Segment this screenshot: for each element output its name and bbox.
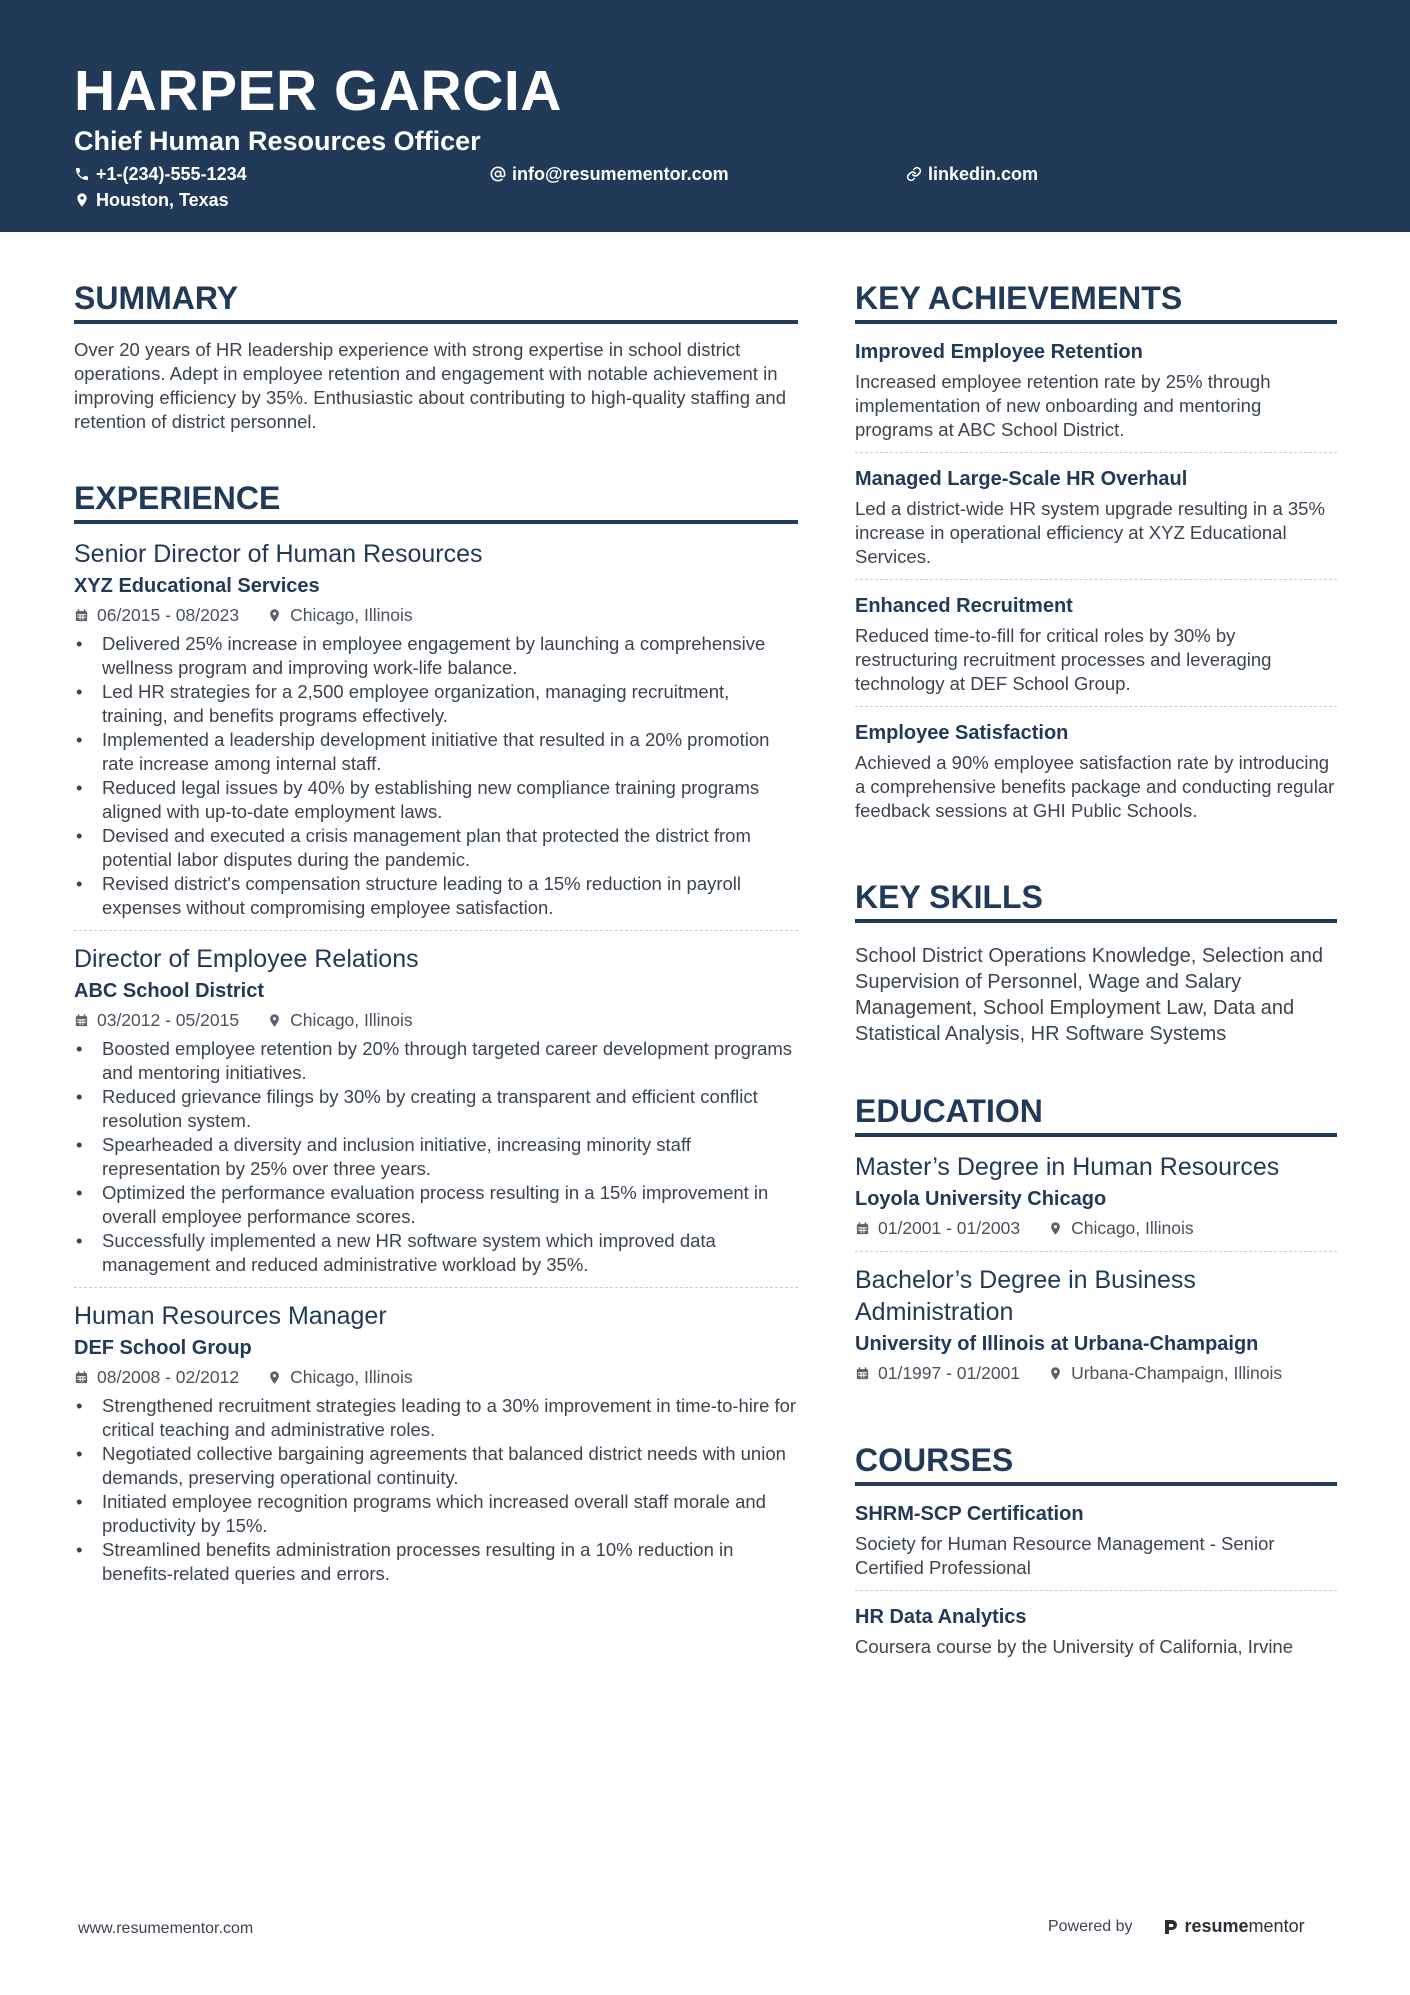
job-dates [74,1364,239,1390]
summary-section [74,278,798,434]
course-title: HR Data Analytics [855,1606,1027,1628]
location-pin-icon [1048,1366,1063,1381]
education-school: University of Illinois at Urbana-Champaign [855,1333,1259,1355]
email-text: info@resumementor.com [512,163,729,184]
courses-title: COURSES [855,1440,1337,1486]
achievement-item [855,719,1337,833]
courses-section [855,1440,1337,1669]
job-dates-text: 08/2008 - 02/2012 [97,1367,240,1387]
contact-info [74,162,1410,218]
brand-name-bold: resume [1184,1916,1249,1936]
linkedin-text: linkedin.com [928,163,1039,184]
footer-website[interactable]: www.resumementor.com [78,1920,254,1937]
calendar-icon [74,608,89,623]
calendar-icon [855,1221,870,1236]
course-text: Coursera course by the University of California, Irvine [855,1636,1294,1657]
job-bullet: • Delivered 25% increase in employee engagement by launching a comprehensive wellness program and improving work-life balance. [74,632,798,680]
education-location [1048,1360,1282,1386]
job-bullet: • Implemented a leadership development initiative that resulted in a 20% promotion rate increase among internal staff. [74,728,798,776]
course-item [855,1603,1337,1669]
job-location [267,1364,413,1390]
right-column [855,278,1337,1713]
job-bullet: • Optimized the performance evaluation process resulting in a 15% improvement in overall employee performance scores. [74,1181,798,1229]
job-entry [74,538,798,931]
job-bullet: • Devised and executed a crisis management plan that protected the district from potential labor disputes during the pandemic. [74,824,798,872]
location-pin-icon [1048,1221,1063,1236]
job-location-text: Chicago, Illinois [290,1010,413,1030]
job-bullet: • Boosted employee retention by 20% through targeted career development programs and mentoring initiatives. [74,1037,798,1085]
location-text: Houston, Texas [96,189,229,210]
achievement-text: Reduced time-to-fill for critical roles by 30% by restructuring recruitment processes and leveraging technology at DEF School Group. [855,625,1272,694]
education-dates-text: 01/2001 - 01/2003 [878,1218,1021,1238]
calendar-icon [74,1370,89,1385]
job-dates [74,602,239,628]
experience-section [74,478,798,1596]
footer-powered [1048,1916,1305,1937]
job-meta [74,602,798,628]
achievement-title: Managed Large-Scale HR Overhaul [855,468,1188,490]
education-section [855,1091,1337,1396]
achievements-title: KEY ACHIEVEMENTS [855,278,1337,324]
job-location [267,602,413,628]
achievement-title: Employee Satisfaction [855,722,1069,744]
achievement-item [855,592,1337,707]
job-title: Human Resources Manager [74,1302,387,1330]
skills-text: School District Operations Knowledge, Selection and Supervision of Personnel, Wage and Salary Management, School Employment Law, Data and Statistical Analysis, HR Software Systems [855,945,1324,1045]
job-bullet: • Spearheaded a diversity and inclusion initiative, increasing minority staff representation by 25% over three years. [74,1133,798,1181]
achievement-item [855,465,1337,580]
at-sign-icon [490,166,506,182]
education-item [855,1151,1337,1252]
achievement-text: Achieved a 90% employee satisfaction rate by introducing a comprehensive benefits package and conducting regular feedback sessions at GHI Public Schools. [855,752,1335,821]
education-location-text: Urbana-Champaign, Illinois [1071,1363,1283,1383]
job-entry [74,1300,798,1596]
contact-linkedin[interactable] [906,162,1038,186]
education-dates [855,1215,1020,1241]
skills-title: KEY SKILLS [855,877,1337,923]
job-company: XYZ Educational Services [74,575,320,597]
job-company: ABC School District [74,980,265,1002]
course-item [855,1500,1337,1591]
job-bullets [74,1394,798,1586]
job-bullet: • Reduced legal issues by 40% by establishing new compliance training programs aligned with up-to-date employment laws. [74,776,798,824]
job-title: Senior Director of Human Resources [74,540,483,568]
location-pin-icon [267,608,282,623]
location-pin-icon [74,192,90,208]
location-pin-icon [267,1013,282,1028]
phone-text: +1-(234)-555-1234 [96,163,247,184]
education-title: EDUCATION [855,1091,1337,1137]
achievement-item [855,338,1337,453]
contact-phone[interactable] [74,162,247,186]
contact-email[interactable] [490,162,729,186]
job-location [267,1007,413,1033]
job-location-text: Chicago, Illinois [290,1367,413,1387]
achievement-text: Increased employee retention rate by 25% through implementation of new onboarding and mentoring programs at ABC School District. [855,371,1271,440]
resumementor-logo-icon [1163,1918,1179,1936]
job-entry [74,943,798,1288]
location-pin-icon [267,1370,282,1385]
education-dates [855,1360,1020,1386]
job-bullet: • Negotiated collective bargaining agreements that balanced district needs with union demands, preserving operational continuity. [74,1442,798,1490]
candidate-name: HARPER GARCIA [74,59,562,123]
job-title: Director of Employee Relations [74,945,419,973]
contact-location [74,188,229,212]
education-location-text: Chicago, Illinois [1071,1218,1194,1238]
job-bullet: • Led HR strategies for a 2,500 employee organization, managing recruitment, training, and benefits programs effectively. [74,680,798,728]
education-degree: Bachelor’s Degree in Business Administration [855,1266,1196,1326]
brand-name-light: mentor [1248,1916,1305,1936]
job-bullet: • Initiated employee recognition programs which increased overall staff morale and productivity by 15%. [74,1490,798,1538]
calendar-icon [855,1366,870,1381]
achievement-title: Enhanced Recruitment [855,595,1073,617]
job-dates [74,1007,239,1033]
education-meta [855,1215,1337,1241]
job-dates-text: 03/2012 - 05/2015 [97,1010,240,1030]
job-bullet: • Streamlined benefits administration processes resulting in a 10% reduction in benefits-related queries and errors. [74,1538,798,1586]
education-item [855,1264,1337,1396]
course-text: Society for Human Resource Management - Senior Certified Professional [855,1533,1275,1578]
summary-title: SUMMARY [74,278,798,324]
link-icon [906,166,922,182]
calendar-icon [74,1013,89,1028]
job-company: DEF School Group [74,1337,252,1359]
brand-logo[interactable] [1163,1916,1305,1937]
education-school: Loyola University Chicago [855,1188,1107,1210]
achievements-section [855,278,1337,833]
phone-icon [74,166,90,182]
candidate-role: Chief Human Resources Officer [74,126,481,156]
job-bullets [74,632,798,920]
course-title: SHRM-SCP Certification [855,1503,1084,1525]
education-meta [855,1360,1337,1386]
achievement-title: Improved Employee Retention [855,341,1143,363]
education-degree: Master’s Degree in Human Resources [855,1153,1280,1181]
job-bullets [74,1037,798,1277]
powered-by-label: Powered by [1048,1917,1133,1935]
job-dates-text: 06/2015 - 08/2023 [97,605,240,625]
job-location-text: Chicago, Illinois [290,605,413,625]
job-meta [74,1364,798,1390]
skills-section [855,877,1337,1047]
left-column [74,278,798,1640]
job-bullet: • Successfully implemented a new HR software system which improved data management and reduced administrative workload by 35%. [74,1229,798,1277]
job-meta [74,1007,798,1033]
job-bullet: • Strengthened recruitment strategies leading to a 30% improvement in time-to-hire for critical teaching and administrative roles. [74,1394,798,1442]
summary-text: Over 20 years of HR leadership experience with strong expertise in school district operations. Adept in employee retention and engagement with notable achievement in improving efficiency by 35%. Enthusiastic about contributing to high-quality staffing and retention of district personnel. [74,339,786,432]
achievement-text: Led a district-wide HR system upgrade resulting in a 35% increase in operational efficiency at XYZ Educational Services. [855,498,1325,567]
education-location [1048,1215,1194,1241]
experience-title: EXPERIENCE [74,478,798,524]
resume-header [0,0,1410,232]
education-dates-text: 01/1997 - 01/2001 [878,1363,1021,1383]
job-bullet: • Reduced grievance filings by 30% by creating a transparent and efficient conflict resolution system. [74,1085,798,1133]
job-bullet: • Revised district's compensation structure leading to a 15% reduction in payroll expenses without compromising employee satisfaction. [74,872,798,920]
